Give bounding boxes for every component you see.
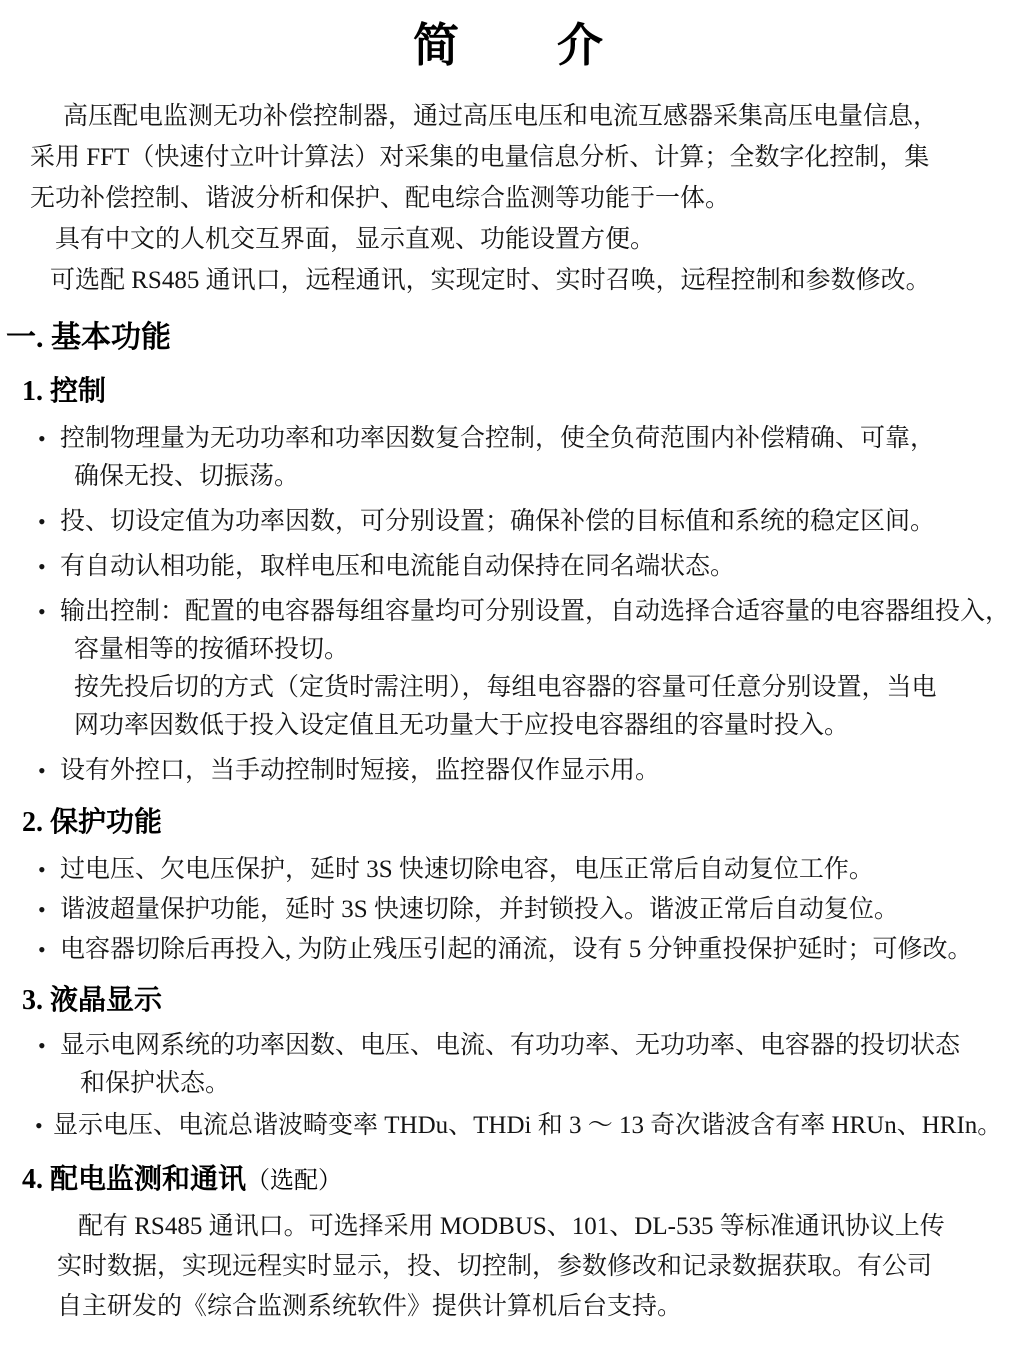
- comm-paragraph: [57, 1207, 1018, 1327]
- bullet-line: 有自动认相功能，取样电压和电流能自动保持在同名端状态。: [60, 553, 736, 580]
- bullet-line: 谐波超量保护功能，延时 3S 快速切除，并封锁投入。谐波正常后自动复位。: [60, 896, 899, 923]
- bullet-item: [0, 548, 1018, 586]
- comm-line: 配有 RS485 通讯口。可选择采用 MODBUS、101、DL-535 等标准通讯协议上传: [78, 1213, 945, 1240]
- bullet-line: 确保无投、切振荡。: [74, 463, 300, 490]
- page-title: 简 介: [413, 20, 605, 71]
- comm-line: 自主研发的《综合监测系统软件》提供计算机后台支持。: [57, 1293, 683, 1320]
- bullet-icon: •: [38, 426, 46, 451]
- section-heading-control: 1. 控制: [22, 376, 107, 407]
- bullet-list-control: [0, 420, 1018, 790]
- bullet-icon: •: [38, 554, 46, 579]
- bullet-item: [0, 1027, 1018, 1103]
- intro-paragraph-2: [0, 219, 1018, 301]
- bullet-line: 显示电网系统的功率因数、电压、电流、有功功率、无功功率、电容器的投切状态: [60, 1032, 961, 1059]
- bullet-line: 容量相等的按循环投切。: [74, 636, 350, 663]
- bullet-item: [0, 752, 1018, 790]
- bullet-item: [0, 891, 1018, 929]
- intro-line: 高压配电监测无功补偿控制器，通过高压电压和电流互感器采集高压电量信息，: [63, 103, 939, 130]
- section-heading-protection: 2. 保护功能: [22, 807, 163, 838]
- intro-paragraph: [30, 96, 1018, 219]
- bullet-item: [0, 931, 1018, 969]
- intro-line: 采用 FFT（快速付立叶计算法）对采集的电量信息分析、计算；全数字化控制，集: [30, 144, 930, 171]
- intro-line: 无功补偿控制、谐波分析和保护、配电综合监测等功能于一体。: [30, 185, 731, 212]
- bullet-line: 过电压、欠电压保护，延时 3S 快速切除电容，电压正常后自动复位工作。: [60, 856, 874, 883]
- bullet-icon: •: [38, 857, 46, 882]
- bullet-line: 电容器切除后再投入, 为防止残压引起的涌流，设有 5 分钟重投保护延时；可修改。: [60, 936, 973, 963]
- section-heading-optional-tag: （选配）: [246, 1168, 343, 1194]
- bullet-icon: •: [38, 937, 46, 962]
- bullet-item: [0, 1107, 1018, 1145]
- bullet-icon: •: [38, 599, 46, 624]
- bullet-line: 按先投后切的方式（定货时需注明），每组电容器的容量可任意分别设置，当电: [74, 674, 937, 701]
- bullet-icon: •: [38, 509, 46, 534]
- bullet-item: [0, 593, 1018, 745]
- bullet-list-display: [0, 1027, 1018, 1145]
- bullet-line: 和保护状态。: [80, 1070, 231, 1097]
- bullet-line: 网功率因数低于投入设定值且无功量大于应投电容器组的容量时投入。: [74, 712, 850, 739]
- intro-line: 具有中文的人机交互界面，显示直观、功能设置方便。: [55, 226, 656, 253]
- bullet-line: 显示电压、电流总谐波畸变率 THDu、THDi 和 3 ～ 13 奇次谐波含有率 HRUn、HRIn。: [53, 1112, 1003, 1139]
- bullet-line: 输出控制：配置的电容器每组容量均可分别设置，自动选择合适容量的电容器组投入，: [60, 598, 1011, 625]
- bullet-icon: •: [38, 897, 46, 922]
- bullet-item: [0, 503, 1018, 541]
- section-heading-monitoring-comm: [22, 1159, 1018, 1202]
- bullet-icon: •: [35, 1113, 43, 1138]
- intro-line: 可选配 RS485 通讯口，远程通讯，实现定时、实时召唤，远程控制和参数修改。: [50, 267, 931, 294]
- bullet-icon: •: [38, 1033, 46, 1058]
- bullet-line: 控制物理量为无功功率和功率因数复合控制，使全负荷范围内补偿精确、可靠，: [60, 425, 936, 452]
- comm-line: 实时数据，实现远程实时显示，投、切控制，参数修改和记录数据获取。有公司: [57, 1253, 933, 1280]
- section-heading-main: 4. 配电监测和通讯: [22, 1164, 247, 1195]
- bullet-line: 设有外控口，当手动控制时短接，监控器仅作显示用。: [60, 757, 661, 784]
- bullet-item: [0, 851, 1018, 889]
- bullet-item: [0, 420, 1018, 496]
- section-heading-lcd-display: 3. 液晶显示: [22, 985, 163, 1016]
- part-heading-basic-functions: 一. 基本功能: [6, 321, 171, 354]
- bullet-line: 投、切设定值为功率因数，可分别设置；确保补偿的目标值和系统的稳定区间。: [60, 508, 936, 535]
- bullet-icon: •: [38, 758, 46, 783]
- bullet-list-protection: [0, 851, 1018, 969]
